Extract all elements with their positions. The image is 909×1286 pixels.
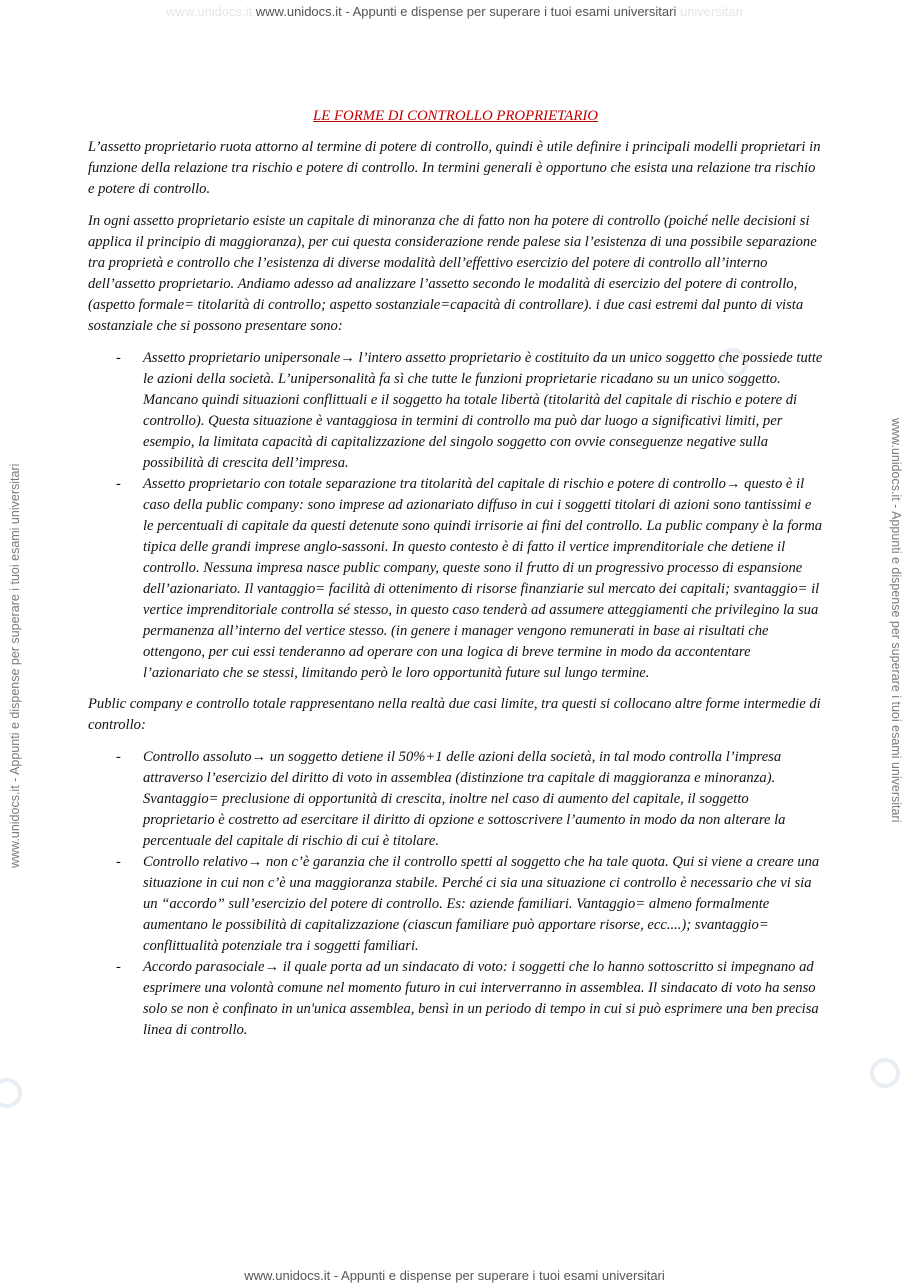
watermark-ghost-left: www.unidocs.it <box>166 4 253 19</box>
arrow-icon: → <box>247 854 263 870</box>
item-term: Assetto proprietario unipersonale <box>143 350 341 366</box>
arrow-icon: → <box>264 959 280 975</box>
item-text: un soggetto detiene il 50%+1 delle azioni della società, in tal modo controlla l’impresa attraverso l’esercizio del diritto di voto in assemblea (distinzione tra capitale di maggioranza e minoranza). Svantaggio= preclusione di opportunità di crescita, inoltre nel caso di aumento del capitale, il soggetto proprietario è costretto ad esercitare il diritto di opzione e sottoscrivere l’aumento in modo da non alterare la percentuale del capitale di rischio di cui è titolare. <box>143 749 786 849</box>
unidocs-logo-icon <box>0 1078 22 1108</box>
list-item <box>88 747 823 852</box>
watermark-bottom <box>0 1268 909 1283</box>
paragraph-intermediate: Public company e controllo totale rappresentano nella realtà due casi limite, tra questi si collocano altre forme intermedie di controllo: <box>88 696 821 733</box>
arrow-icon: → <box>340 350 355 366</box>
watermark-ghost-right: universitari <box>679 4 743 19</box>
watermark-top-text: www.unidocs.it - Appunti e dispense per superare i tuoi esami universitari <box>255 4 677 19</box>
paragraph-intro: L’assetto proprietario ruota attorno al termine di potere di controllo, quindi è utile definire i principali modelli proprietari in funzione della relazione tra rischio e potere di controllo. In termini generali è opportuno che esista una relazione tra rischio e potere di controllo. <box>88 139 821 197</box>
list-item <box>88 957 823 1041</box>
item-text: l’intero assetto proprietario è costituito da un unico soggetto che possiede tutte le azioni della società. L’unipersonalità fa sì che tutte le funzioni proprietarie ricadano su un unico soggetto. Mancano quindi situazioni conflittuali e il soggetto ha totale libertà (titolarità del capitale di rischio e potere di controllo). Questa situazione è vantaggiosa in termini di controllo ma può dar luogo a significativi limiti, per esempio, la limitata capacità di capitalizzazione del singolo soggetto con ovvie conseguenze negative sulla possibilità di crescita dell’impresa. <box>143 350 823 471</box>
document-body <box>88 104 823 1051</box>
document-title: LE FORME DI CONTROLLO PROPRIETARIO <box>313 108 598 124</box>
item-text: non c’è garanzia che il controllo spetti al soggetto che ha tale quota. Qui si viene a creare una situazione in cui non c’è una maggioranza stabile. Perché ci sia una situazione ci controllo è necessario che vi sia un “accordo” sull’esercizio del potere di controllo. Es: aziende familiari. Vantaggio= almeno formalmente aumentano le possibilità di capitalizzazione (ciascun familiare può apportare risorse, ecc....); svantaggio= conflittualità potenziale tra i soggetti familiari. <box>143 854 820 954</box>
list-item <box>88 852 823 957</box>
arrow-icon: → <box>725 476 741 492</box>
list-item <box>88 348 823 474</box>
watermark-right: www.unidocs.it - Appunti e dispense per superare i tuoi esami universitari <box>889 418 903 823</box>
list-item <box>88 474 823 684</box>
watermark-bottom-text: www.unidocs.it - Appunti e dispense per superare i tuoi esami universitari <box>244 1268 665 1283</box>
unidocs-logo-icon <box>870 1058 900 1088</box>
item-term: Accordo parasociale <box>143 959 265 975</box>
arrow-icon: → <box>251 749 267 765</box>
item-term: Assetto proprietario con totale separazione tra titolarità del capitale di rischio e potere di controllo <box>143 476 726 492</box>
item-text: questo è il caso della public company: sono imprese ad azionariato diffuso in cui i soggetti titolari di azioni sono tantissimi e le percentuali di capitale da questi detenute sono quindi irrisorie ai fini del controllo. La public company è la forma tipica delle grandi imprese anglo-sassoni. In questo contesto è di fatto il vertice imprenditoriale che detiene il controllo. Nessuna impresa nasce public company, queste sono il frutto di un progressivo processo di espansione dell’azionariato. Il vantaggio= facilità di ottenimento di risorse finanziarie sul mercato dei capitali; svantaggio= il vertice imprenditoriale controlla sé stesso, in questo caso tenderà ad assumere atteggiamenti che privilegino la sua permanenza all’interno del vertice stesso. (in genere i manager vengono remunerati in base ai risultati che ottengono, per cui essi tenderanno ad operare con una logica di breve termine in modo da accontentare l’azionariato che se stessi, limitando però le loro opportunità future sul lungo termine. <box>143 476 823 681</box>
watermark-left: www.unidocs.it - Appunti e dispense per superare i tuoi esami universitari <box>8 463 22 868</box>
item-text: il quale porta ad un sindacato di voto: i soggetti che lo hanno sottoscritto si impegnano ad esprimere una volontà comune nel momento futuro in cui interverranno in assemblea. Il sindacato di voto ha senso solo se non è confinato in un'unica assemblea, bensì in un periodo di tempo in cui si può esprimere una ben precisa linea di controllo. <box>143 959 819 1038</box>
list-intermediate-forms <box>88 747 823 1041</box>
watermark-top <box>0 4 909 19</box>
item-term: Controllo relativo <box>143 854 248 870</box>
paragraph-capital: In ogni assetto proprietario esiste un capitale di minoranza che di fatto non ha potere di controllo (poiché nelle decisioni si applica il principio di maggioranza), per cui questa considerazione rende palese sia l’esistenza di una possibile separazione tra proprietà e controllo che l’esistenza di diverse modalità dell’effettivo esercizio del potere di controllo all’interno dell’assetto proprietario. Andiamo adesso ad analizzare l’assetto secondo le modalità di esercizio del potere di controllo, (aspetto formale= titolarità di controllo; aspetto sostanziale=capacità di controllare). i due casi estremi dal punto di vista sostanziale che si possono presentare sono: <box>88 213 817 334</box>
item-term: Controllo assoluto <box>143 749 252 765</box>
list-extreme-cases <box>88 348 823 684</box>
